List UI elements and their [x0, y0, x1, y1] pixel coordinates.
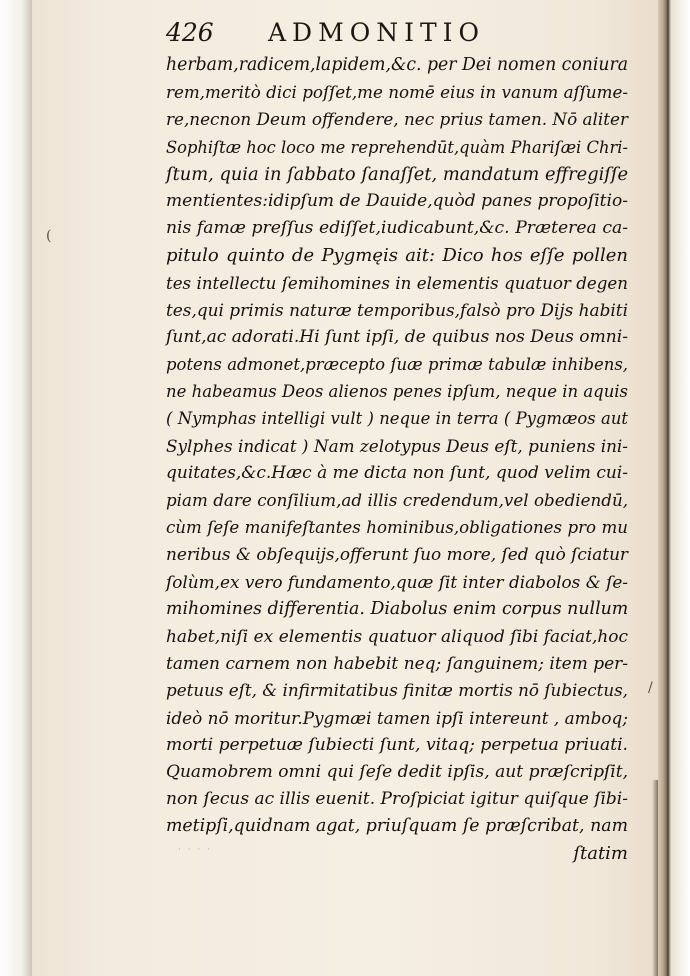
- page-edge-shadow: [652, 780, 658, 976]
- margin-mark: /: [648, 680, 653, 696]
- page-header: [166, 14, 636, 54]
- text-line: Sophiſtæ hoc loco me reprehendūt,quàm Phariſæi Chri-: [166, 137, 628, 157]
- text-line: piam dare conſilium,ad illis credendum,vel obediendū,: [166, 490, 628, 510]
- running-title: ADMONITIO: [268, 18, 485, 47]
- text-line: re,necnon Deum offendere, nec prius tamen. Nō aliter: [166, 109, 628, 130]
- text-line: ideò nō moritur.Pygmæi tamen ipſi intereunt , amboq;: [166, 707, 628, 728]
- text-line: mentientes:idipſum de Dauide,quòd panes propoſitio-: [166, 190, 628, 211]
- text-line: neribus & obſequijs,offerunt ſuo more, ſed quò ſciatur: [166, 544, 628, 565]
- text-line: ( Nymphas intelligi vult ) neque in terra ( Pygmæos aut: [166, 409, 628, 429]
- ink-smudge: · · · ·: [178, 845, 213, 855]
- text-line: tes,qui primis naturæ temporibus,falsò pro Dijs habiti: [166, 299, 628, 320]
- body-text: [166, 52, 628, 868]
- left-page-edge: [0, 0, 32, 976]
- text-line: quitates,&c.Hæc à me dicta non ſunt, quod velim cui-: [166, 462, 628, 483]
- catchword: ſtatim: [573, 843, 628, 865]
- text-line: morti perpetuæ ſubiecti ſunt, vitaq; perpetua priuati.: [166, 734, 628, 755]
- text-line: cùm ſeſe manifeſtantes hominibus,obligationes pro mu: [166, 518, 628, 538]
- right-page-edge: [658, 0, 690, 976]
- text-line: pitulo quinto de Pygmęis ait: Dico hos eſſe pollen: [166, 245, 628, 267]
- text-line: herbam,radicem,lapidem,&c. per Dei nomen coniura: [166, 55, 628, 75]
- text-line: ſolùm,ex vero fundamento,quæ ſit inter diabolos & ſe-: [166, 571, 628, 592]
- text-line: ne habeamus Deos alienos penes ipſum, neque in aquis: [166, 382, 628, 402]
- text-line: ſunt,ac adorati.Hi ſunt ipſi, de quibus nos Deus omni-: [166, 326, 628, 347]
- text-line: non ſecus ac illis euenit. Proſpiciat igitur quiſque ſibi-: [166, 789, 628, 810]
- text-line: Quamobrem omni qui ſeſe dedit ipſis, aut præſcripſit,: [166, 761, 628, 782]
- text-line: habet,niſi ex elementis quatuor aliquod ſibi faciat,hoc: [166, 625, 628, 646]
- text-line: nis famæ preſſus ediſſet,iudicabunt,&c. Præterea ca-: [166, 218, 628, 239]
- text-line: petuus eſt, & infirmitatibus finitæ mortis nō ſubiectus,: [166, 680, 628, 701]
- margin-mark: (: [46, 228, 52, 244]
- text-line: Sylphes indicat ) Nam zelotypus Deus eſt, puniens ini-: [166, 435, 628, 456]
- page-number: 426: [166, 18, 214, 47]
- text-line: ſtum, quia in ſabbato ſanaſſet, mandatum effregiſſe: [166, 163, 628, 185]
- text-line: rem,meritò dici poſſet,me nomē eius in vanum aſſume-: [166, 82, 628, 103]
- text-line: mihomines differentia. Diabolus enim corpus nullum: [166, 598, 629, 619]
- text-line: tes intellectu ſemihomines in elementis quatuor degen: [166, 273, 628, 293]
- text-line: tamen carnem non habebit neq; ſanguinem; item per-: [166, 653, 628, 674]
- text-line: potens admonet,præcepto ſuæ primæ tabulæ inhibens,: [166, 355, 628, 375]
- text-line: metipſi,quidnam agat, priuſquam ſe præſcribat, nam: [166, 816, 628, 837]
